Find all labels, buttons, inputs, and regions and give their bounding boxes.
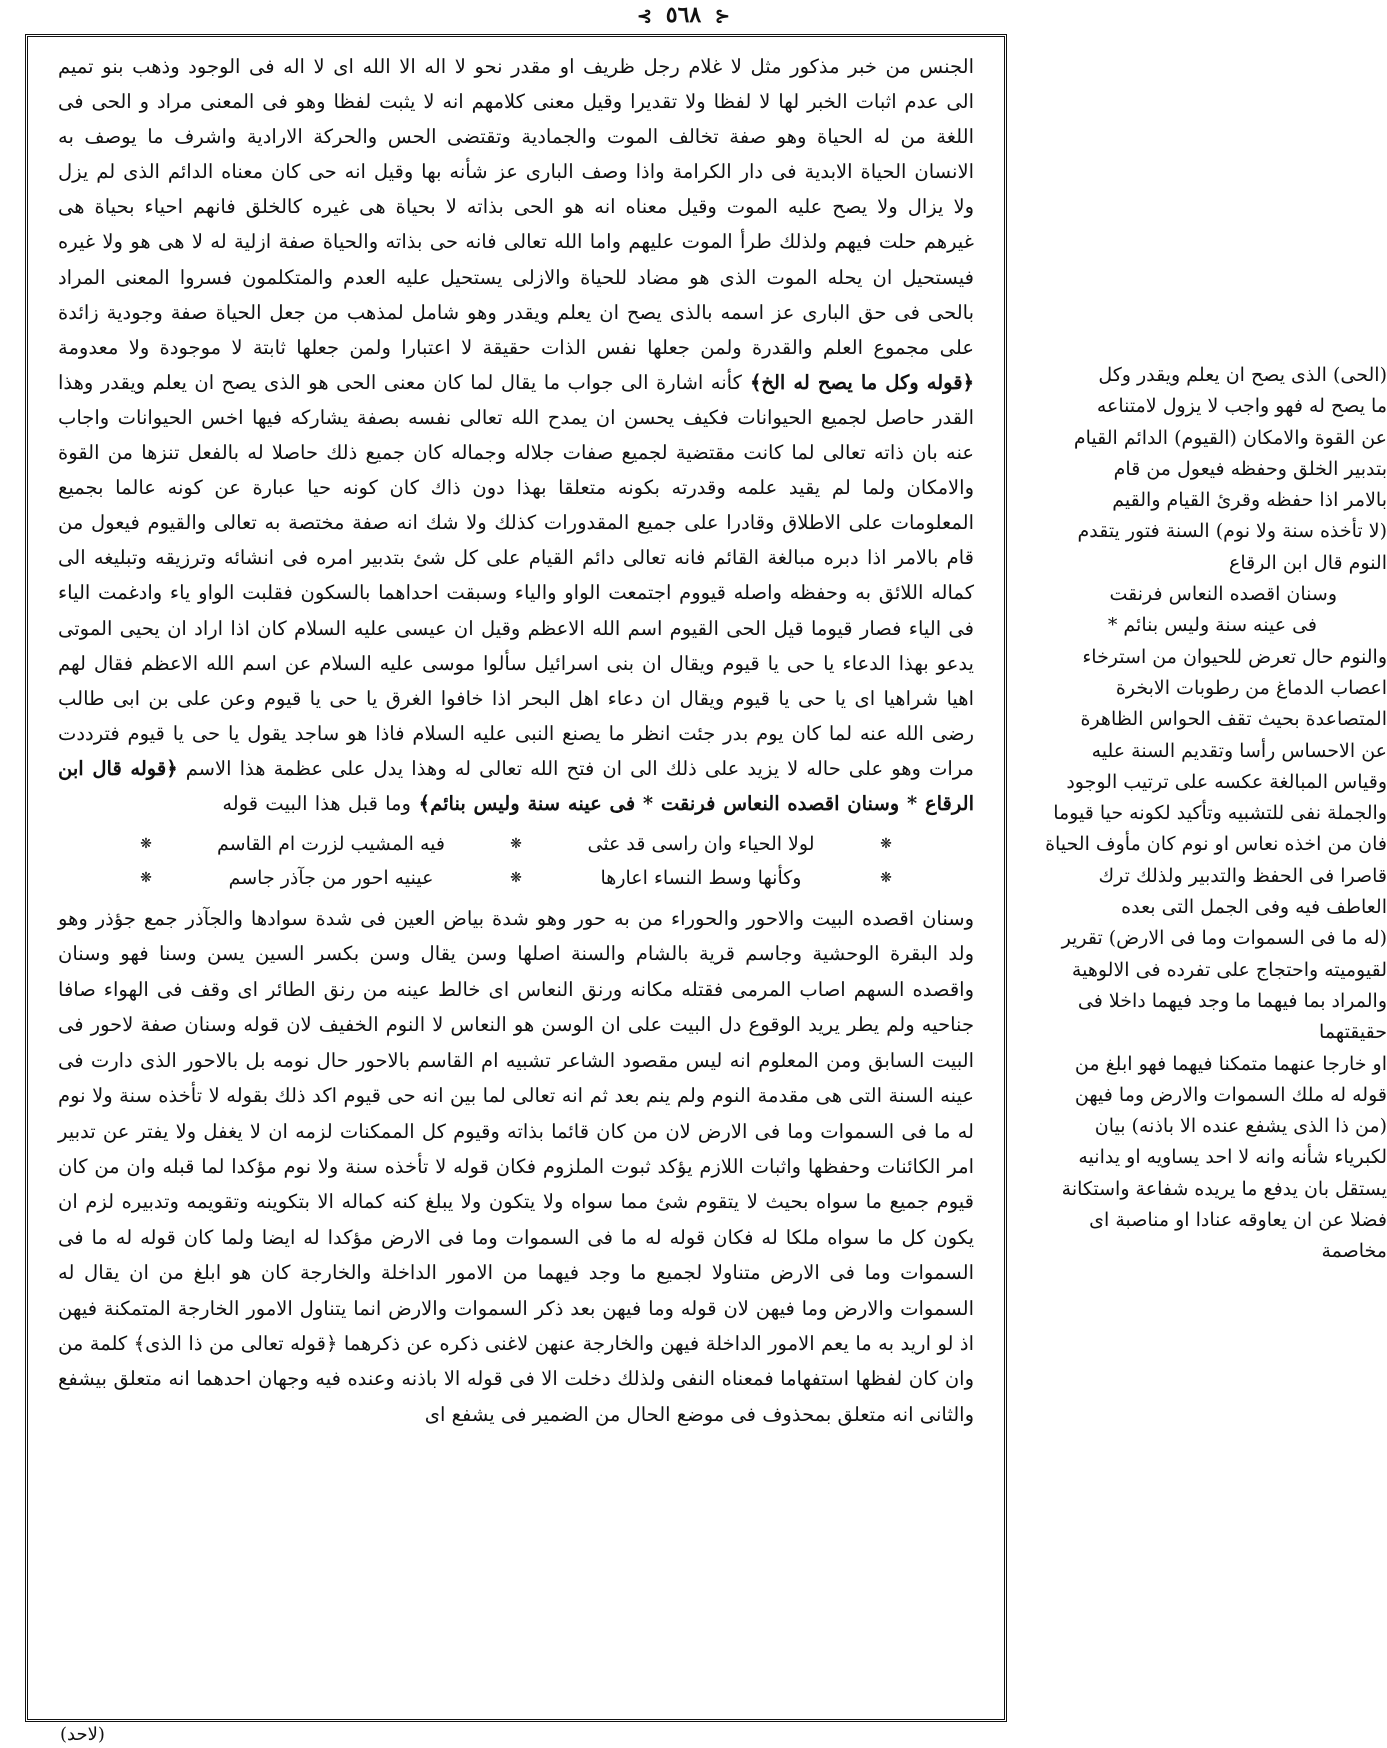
catchword: (لاحد) [60, 1724, 105, 1745]
lemma-heading: ﴿قوله قال ابن الرقاع * وسنان اقصده النعاس فرنقت * فى عينه سنة وليس بنائم﴾ [58, 756, 974, 815]
main-commentary-text-continued [58, 901, 974, 1432]
margin-line: والمراد بما فيهما ما وجد فيهما داخلا فى حقيقتهما [1077, 989, 1387, 1044]
star-ornament-icon: ❋ [140, 870, 152, 887]
commentary-paragraph: وسنان اقصده البيت والاحور والحوراء من به حور وهو شدة بياض العين فى شدة سوادها والجآذر جمع جؤذر وهو ولد البقرة الوحشية وجاسم قرية بالشام والسنة اصلها وسن يقال وسن بكسر السين يسن وسنا فهو وسنان واقصده السهم اصاب المرمى فقتله مكانه ورنق النعاس اى خالط عينه من رنق الطائر اى وقف فى الهواء صافا جناحيه ولم يطر يريد الوقوع دل البيت على ان الوسن هو النعاس لا النوم الخفيف لان قوله وسنان صفة لاحور فى البيت السابق ومن المعلوم انه ليس مقصود الشاعر تشبيه ام القاسم بالاحور حال نومه بل بالاحور الذى دارت فى عينه السنة التى هى مقدمة النوم ولم ينم بعد ثم انه تعالى لما بين انه حى قيوم اكد ذلك بقوله لا تأخذه سنة ولا نوم له ما فى السموات وما فى الارض لان من كان قائما بذاته وقيوم كل الممكنات لزمه ان لا يغفل ولا يفتر عن تدبير امر الكائنات وحفظها واثبات اللازم يؤكد ثبوت الملزوم فكان قوله لا تأخذه سنة ولا نوم مؤكدا لما قبله وان من كان قيوم جميع ما سواه بحيث لا يتقوم شئ مما سواه ولا يتكون ولا يبلغ كنه كماله الا بتكوينه وتقويمه وتدبيره لزم ان يكون كل ما سواه ملكا له فكان قوله له ما فى السموات وما فى الارض مؤكدا له ايضا ولما كان قوله له ما فى السموات وما فى الارض متناولا لجميع ما وجد فيهما من الامور الداخلة والخارجة كان هو ابلغ من ان يقال له السموات والارض وما فيهن لان قوله وما فيهن بعد ذكر السموات والارض انما يتناول الامور الخارجة المتمكنة فيهن اذ لو اريد به ما يعم الامور الداخلة فيهن والخارجة عنهن لاغنى ذكره عن ذكرهما [58, 907, 975, 1355]
verse-second-hemistich: عينيه احور من جآذر جاسم [228, 867, 434, 890]
margin-line: لقيوميته واحتجاج على تفرده فى الالوهية [1071, 958, 1387, 981]
margin-line: فان من اخذه نعاس او نوم كان مأوف الحياة [1045, 833, 1387, 856]
lemma-heading: ﴿قوله وكل ما يصح له الخ﴾ [741, 370, 975, 394]
star-ornament-icon: ❋ [880, 870, 892, 887]
margin-line: (لا تأخذه سنة ولا نوم) السنة فتور يتقدم [1077, 520, 1387, 543]
commentary-paragraph: وما قبل هذا البيت قوله [222, 791, 411, 815]
margin-line: (من ذا الذى يشفع عنده الا باذنه) بيان [1094, 1115, 1387, 1138]
margin-line: ما يصح له فهو واجب لا يزول لامتناعه [1096, 395, 1387, 418]
star-ornament-icon: ❋ [880, 836, 892, 853]
margin-line: قوله له ملك السموات والارض وما فيهن [1074, 1083, 1387, 1106]
star-ornament-icon: ❋ [510, 836, 522, 853]
margin-line: المتصاعدة بحيث تقف الحواس الظاهرة [1080, 708, 1387, 731]
margin-tafsir-text [1042, 360, 1387, 1360]
page-number: ٥٦٨ [665, 2, 702, 28]
margin-line: لكبرياء شأنه وانه لا احد يساويه او يدانيه [1078, 1146, 1387, 1169]
lemma-text: قوله وكل ما يصح له الخ [761, 370, 963, 394]
main-commentary-text [58, 49, 974, 821]
margin-line: فضلا عن ان يعاوقه عنادا او مناصبة اى [1089, 1209, 1387, 1232]
lemma-text: قوله تعالى من ذا الذى [145, 1331, 326, 1355]
margin-line: (له ما فى السموات وما فى الارض) تقرير [1061, 927, 1387, 950]
margin-verse-line: فى عينه سنة وليس بنائم * [1107, 614, 1317, 637]
margin-line: وقياس المبالغة عكسه على ترتيب الوجود [1066, 770, 1387, 793]
margin-line: مخاصمة [1321, 1240, 1387, 1263]
page-number-header [0, 0, 1367, 30]
verse-first-hemistich: وكأنها وسط النساء اعارها [600, 867, 802, 890]
verse-first-hemistich: لولا الحياء وان راسى قد عثى [587, 833, 815, 856]
margin-line: والجملة نفى للتشبيه وتأكيد لكونه حيا قيوما [1053, 802, 1387, 825]
verse-line [58, 861, 974, 895]
margin-line: (الحى) الذى يصح ان يعلم ويقدر وكل [1098, 364, 1387, 386]
commentary-paragraph: الجنس من خبر مذكور مثل لا غلام رجل ظريف او مقدر نحو لا اله الا الله اى لا اله فى الوجود وذهب بنو تميم الى عدم اثبات الخبر لها لا لفظا ولا تقديرا وقيل معنى كلامهم انه لا يثبت لفظا وهو فى المعنى مراد و الحى فى اللغة من له الحياة وهو صفة تخالف الموت والجمادية وتقتضى الحس والحركة الارادية واشرف ما يوصف به الانسان الحياة الابدية فى دار الكرامة واذا وصف البارى عز شأنه بها وقيل انه حى كان معناه الدائم الذى لم يزل ولا يزال ولا يصح عليه الموت وقيل معناه انه هو الحى بذاته لا بحياة هى غيره كالخلق فانهم احياء بحياة هى غيرهم حلت فيهم ولذلك طرأ الموت عليهم واما الله تعالى فانه حى بذاته والحياة صفة ازلية له لا هى هو ولا غيره فيستحيل ان يحله الموت الذى هو مضاد للحياة والازلى يستحيل عليه العدم والمتكلمون فسروا المعنى المراد بالحى فى حق البارى عز اسمه بالذى يصح ان يعلم ويقدر وهو شامل لمذهب من جعل الحياة صفة وجودية زائدة على مجموع العلم والقدرة ولمن جعلها نفس الذات حقيقة لا اعتبارا ولمن جعلها ثابتة لا موجودة ولا معدومة [58, 55, 974, 359]
poetry-verses [58, 827, 974, 895]
margin-line: يستقل بان يدفع ما يريده شفاعة واستكانة [1061, 1177, 1387, 1200]
margin-line: النوم قال ابن الرقاع [1229, 551, 1387, 574]
margin-line: بالامر اذا حفظه وقرئ القيام والقيم [1112, 489, 1387, 512]
main-commentary-frame [25, 34, 1007, 1722]
margin-line: بتدبير الخلق وحفظه فيعول من قام [1113, 457, 1387, 480]
star-ornament-icon: ❋ [510, 870, 522, 887]
margin-verse-line: وسنان اقصده النعاس فرنقت [1109, 583, 1337, 606]
margin-line: عن الاحساس رأسا وتقديم السنة عليه [1091, 739, 1387, 762]
verse-second-hemistich: فيه المشيب لزرت ام القاسم [217, 833, 445, 856]
commentary-paragraph: كلمة من وان كان لفظها استفهاما فمعناه النفى ولذلك دخلت الا فى قوله الا باذنه وعنده فيه وجهان احدهما انه متعلق بيشفع والثانى انه متعلق بمحذوف فى موضع الحال من الضمير فى يشفع اى [58, 1331, 974, 1426]
commentary-paragraph: كأنه اشارة الى جواب ما يقال لما كان معنى الحى هو الذى يصح ان يعلم ويقدر وهذا القدر حاصل لجميع الحيوانات فكيف يحسن ان يمدح الله تعالى نفسه بصفة يشاركه فيها اخس الحيوانات واجاب عنه بان ذاته تعالى لما كانت مقتضية لجميع صفات جلاله وجماله كان جميع ذلك حاصلا له بالفعل تنزها من القوة والامكان ولما لم يقيد علمه وقدرته بكونه متعلقا بهذا دون ذاك كان كونه حيا عبارة عن كونه عالما بجميع المعلومات على الاطلاق وقادرا على جميع المقدورات كذلك ولا شك انه صفة مختصة به تعالى والقيوم فيعول من قام بالامر اذا دبره مبالغة القائم فانه تعالى دائم القيام على كل شئ بتدبير امره فى انشائه وترزيقه وتبليغه الى كماله اللائق به وحفظه واصله قيووم اجتمعت الواو والياء وسبقت احداهما بالسكون فقلبت الواو ياء وادغمت الياء فى الياء فصار قيوما قيل الحى القيوم اسم الله الاعظم وقيل ان عيسى عليه السلام كان اذا اراد ان يحيى الموتى يدعو بهذا الدعاء يا حى يا قيوم ويقال ان بنى اسرائيل سألوا موسى عليه السلام عن اسم الله الاعظم فقال لهم اهيا شراهيا اى يا حى يا قيوم ويقال ان دعاء اهل البحر اذا خافوا الغرق يا حى يا قيوم وعن على بن ابى طالب رضى الله عنه لما كان يوم بدر جئت انظر ما يصنع النبى عليه السلام فاذا هو ساجد يقول يا حى يا قيوم فترددت مرات وهو على حاله لا يزيد على ذلك الى ان فتح الله تعالى له وهذا يدل على عظمة هذا الاسم [58, 370, 975, 780]
margin-line: العاطف فيه وفى الجمل التى بعده [1121, 896, 1387, 919]
left-ornament-icon: ⊰ [714, 6, 730, 27]
margin-line: والنوم حال تعرض للحيوان من استرخاء [1082, 645, 1387, 668]
margin-line: قاصرا فى الحفظ والتدبير ولذلك ترك [1098, 864, 1387, 887]
lemma-text: قوله قال ابن الرقاع * وسنان اقصده النعاس فرنقت * فى عينه سنة وليس بنائم [58, 756, 974, 815]
verse-line [58, 827, 974, 861]
lemma-heading: ﴿قوله تعالى من ذا الذى﴾ [127, 1331, 338, 1355]
right-ornament-icon: ⊱ [637, 6, 653, 27]
margin-line: عن القوة والامكان (القيوم) الدائم القيام [1073, 426, 1387, 449]
margin-line: او خارجا عنهما متمكنا فيهما فهو ابلغ من [1074, 1052, 1387, 1075]
margin-line: اعصاب الدماغ من رطوبات الابخرة [1115, 676, 1387, 699]
star-ornament-icon: ❋ [140, 836, 152, 853]
